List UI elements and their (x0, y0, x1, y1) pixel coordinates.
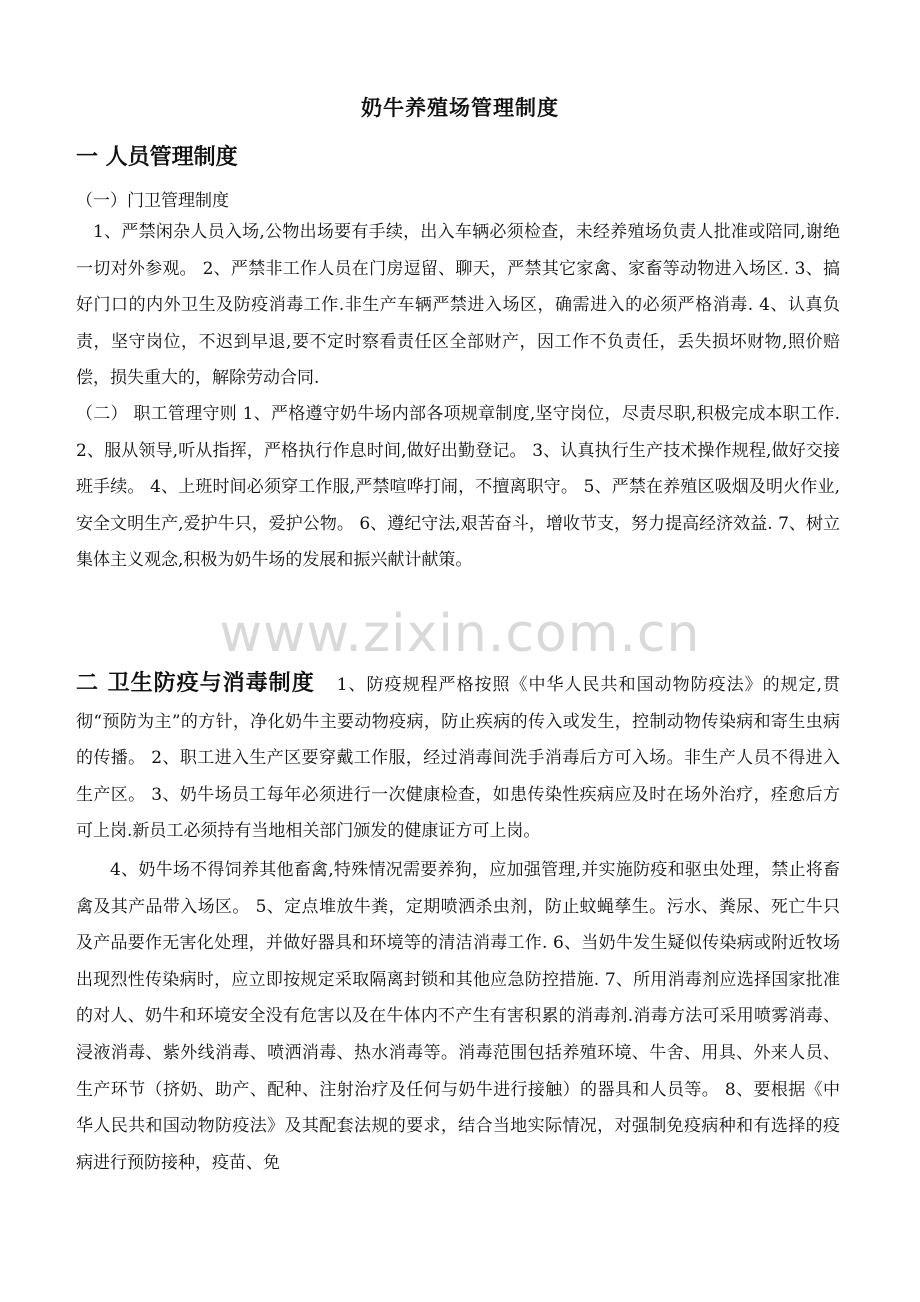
section1-paragraph1: 1、严禁闲杂人员入场,公物出场要有手续，出入车辆必须检查，未经养殖场负责人批准或陪同,谢绝一切对外参观。 2、严禁非工作人员在门房逗留、聊天，严禁其它家禽、家畜等动物进入场区. 3、搞好门口的内外卫生及防疫消毒工作.非生产车辆严禁进入场区，确需进入的必须严格消毒. 4、认真负责，坚守岗位，不迟到早退,要不定时察看责任区全部财产，因工作不负责任，丢失损坏财物,照价赔偿，损失重大的，解除劳动合同. (76, 222, 840, 389)
section2-paragraph1 (76, 666, 840, 850)
section1-heading: 一 人员管理制度 (76, 145, 238, 170)
watermark: www.zixin.com.cn (219, 604, 701, 664)
section2-paragraph1-text: 1、防疫规程严格按照《中华人民共和国动物防疫法》的规定,贯彻“预防为主”的方针，净化奶牛主要动物疫病，防止疾病的传入或发生，控制动物传染病和寄生虫病的传播。 2、职工进入生产区要穿戴工作服，经过消毒间洗手消毒后方可入场。非生产人员不得进入生产区。 3、奶牛场员工每年必须进行一次健康检查，如患传染性疾病应及时在场外治疗，痊愈后方可上岗.新员工必须持有当地相关部门颁发的健康证方可上岗。 (76, 675, 841, 842)
section2-heading: 二 卫生防疫与消毒制度 (76, 671, 315, 696)
section1-paragraph2: （二） 职工管理守则 1、严格遵守奶牛场内部各项规章制度,坚守岗位，尽责尽职,积极完成本职工作. 2、服从领导,听从指挥，严格执行作息时间,做好出勤登记。 3、认真执行生产技术操作规程,做好交接班手续。 4、上班时间必须穿工作服,严禁喧哗打闹，不擅离职守。 5、严禁在养殖区吸烟及明火作业,安全文明生产,爱护牛只，爱护公物。 6、遵纪守法,艰苦奋斗，增收节支，努力提高经济效益. 7、树立集体主义观念,积极为奶牛场的发展和振兴献计献策。 (76, 404, 840, 571)
section1-subheading: （一）门卫管理制度 (76, 191, 229, 211)
section2-paragraph2: 4、奶牛场不得饲养其他畜禽,特殊情况需要养狗，应加强管理,并实施防疫和驱虫处理，禁止将畜禽及其产品带入场区。 5、定点堆放牛粪，定期喷洒杀虫剂，防止蚊蝇孳生。污水、粪尿、死亡牛只及产品要作无害化处理，并做好器具和环境等的清洁消毒工作. 6、当奶牛发生疑似传染病或附近牧场出现烈性传染病时，应立即按规定采取隔离封锁和其他应急防控措施. 7、所用消毒剂应选择国家批准的对人、奶牛和环境安全没有危害以及在牛体内不产生有害积累的消毒剂.消毒方法可采用喷雾消毒、浸液消毒、紫外线消毒、喷洒消毒、热水消毒等。消毒范围包括养殖环境、牛舍、用具、外来人员、生产环节（挤奶、助产、配种、注射治疗及任何与奶牛进行接触）的器具和人员等。 8、要根据《中华人民共和国动物防疫法》及其配套法规的要求，结合当地实际情况，对强制免疫病种和有选择的疫病进行预防接种，疫苗、免 (76, 860, 840, 1173)
document-title: 奶牛养殖场管理制度 (361, 95, 559, 120)
